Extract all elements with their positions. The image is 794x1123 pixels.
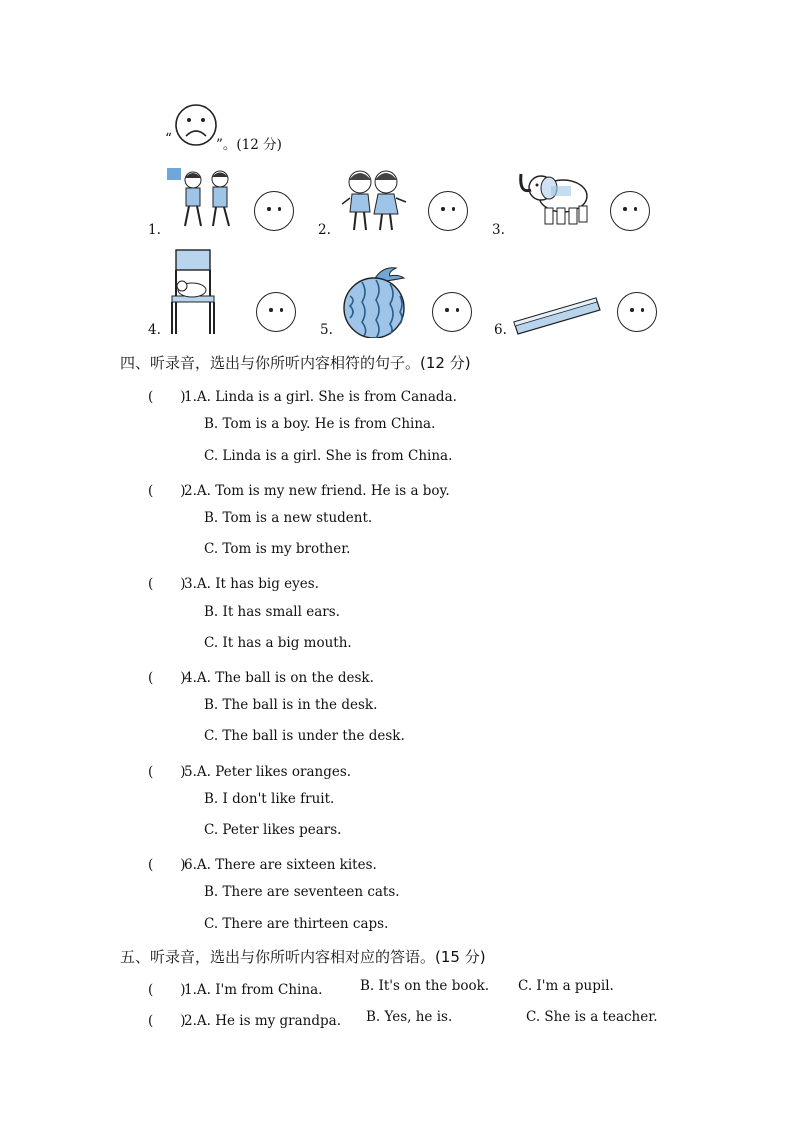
question-number: 6. [184,857,197,873]
option-a: A. There are sixteen kites. [196,857,377,873]
answer-paren[interactable]: ( ) [148,670,186,686]
s5-q1-option-b: B. It's on the book. [360,978,490,994]
open-quote: “ [165,131,172,147]
s5-q2-option-c: C. She is a teacher. [526,1009,658,1025]
question-number: 3. [184,576,197,592]
two-girls-icon [342,166,408,236]
answer-paren[interactable]: ( ) [148,389,186,405]
s5-q2-option-b: B. Yes, he is. [366,1009,453,1025]
picture-number-5: 5. [320,322,333,338]
s5-q1-line [148,978,322,998]
cat-on-chair-icon [168,248,218,336]
answer-paren[interactable]: ( ) [148,576,186,592]
s4-q6-option-c: C. There are thirteen caps. [204,916,389,932]
blank-face-1[interactable] [254,191,294,231]
elephant-icon [513,166,593,232]
s4-q6-option-b: B. There are seventeen cats. [204,884,400,900]
blank-face-3[interactable] [610,191,650,231]
ruler-icon [512,292,602,336]
option-a: A. Tom is my new friend. He is a boy. [196,483,450,499]
answer-paren[interactable]: ( ) [148,764,186,780]
s4-q4-line-a [148,666,374,686]
s4-q2-option-b: B. Tom is a new student. [204,510,373,526]
s4-q2-line-a [148,479,450,499]
blank-face-6[interactable] [617,292,657,332]
watermelon-icon [338,262,410,338]
s4-q3-option-c: C. It has a big mouth. [204,635,352,651]
answer-paren[interactable]: ( ) [148,982,186,998]
s4-q1-option-b: B. Tom is a boy. He is from China. [204,416,436,432]
blank-face-5[interactable] [432,292,472,332]
s4-q2-option-c: C. Tom is my brother. [204,541,351,557]
sad-face-icon [174,103,218,147]
question-number: 4. [184,670,197,686]
instruction-score: ”。(12 分) [216,137,282,153]
picture-number-3: 3. [492,222,505,238]
s4-q6-line-a [148,853,377,873]
picture-number-2: 2. [318,222,331,238]
s4-q5-option-c: C. Peter likes pears. [204,822,342,838]
question-number: 2. [184,483,197,499]
s4-q1-option-c: C. Linda is a girl. She is from China. [204,448,453,464]
answer-paren[interactable]: ( ) [148,857,186,873]
option-a: A. Linda is a girl. She is from Canada. [196,389,457,405]
s4-q1-line-a [148,385,457,405]
picture-number-4: 4. [148,322,161,338]
question-number: 2. [184,1013,197,1029]
question-number: 5. [184,764,197,780]
picture-number-1: 1. [148,222,161,238]
section-4-title: 四、听录音，选出与你所听内容相符的句子。(12 分) [120,354,471,372]
kids-walking-icon [165,166,245,232]
s4-q5-line-a [148,760,351,780]
answer-paren[interactable]: ( ) [148,1013,186,1029]
s4-q3-option-b: B. It has small ears. [204,604,340,620]
option-a: A. It has big eyes. [196,576,319,592]
blank-face-2[interactable] [428,191,468,231]
s4-q4-option-c: C. The ball is under the desk. [204,728,405,744]
option-a: A. I'm from China. [196,982,323,998]
s5-q1-option-c: C. I'm a pupil. [518,978,614,994]
s4-q5-option-b: B. I don't like fruit. [204,791,335,807]
s4-q3-line-a [148,572,319,592]
s5-q2-line [148,1009,341,1029]
picture-number-6: 6. [494,322,507,338]
option-a: A. He is my grandpa. [196,1013,341,1029]
section-5-title: 五、听录音，选出与你所听内容相对应的答语。(15 分) [120,948,486,966]
question-number: 1. [184,389,197,405]
s4-q4-option-b: B. The ball is in the desk. [204,697,378,713]
option-a: A. The ball is on the desk. [196,670,374,686]
question-number: 1. [184,982,197,998]
option-a: A. Peter likes oranges. [196,764,352,780]
answer-paren[interactable]: ( ) [148,483,186,499]
blank-face-4[interactable] [256,292,296,332]
